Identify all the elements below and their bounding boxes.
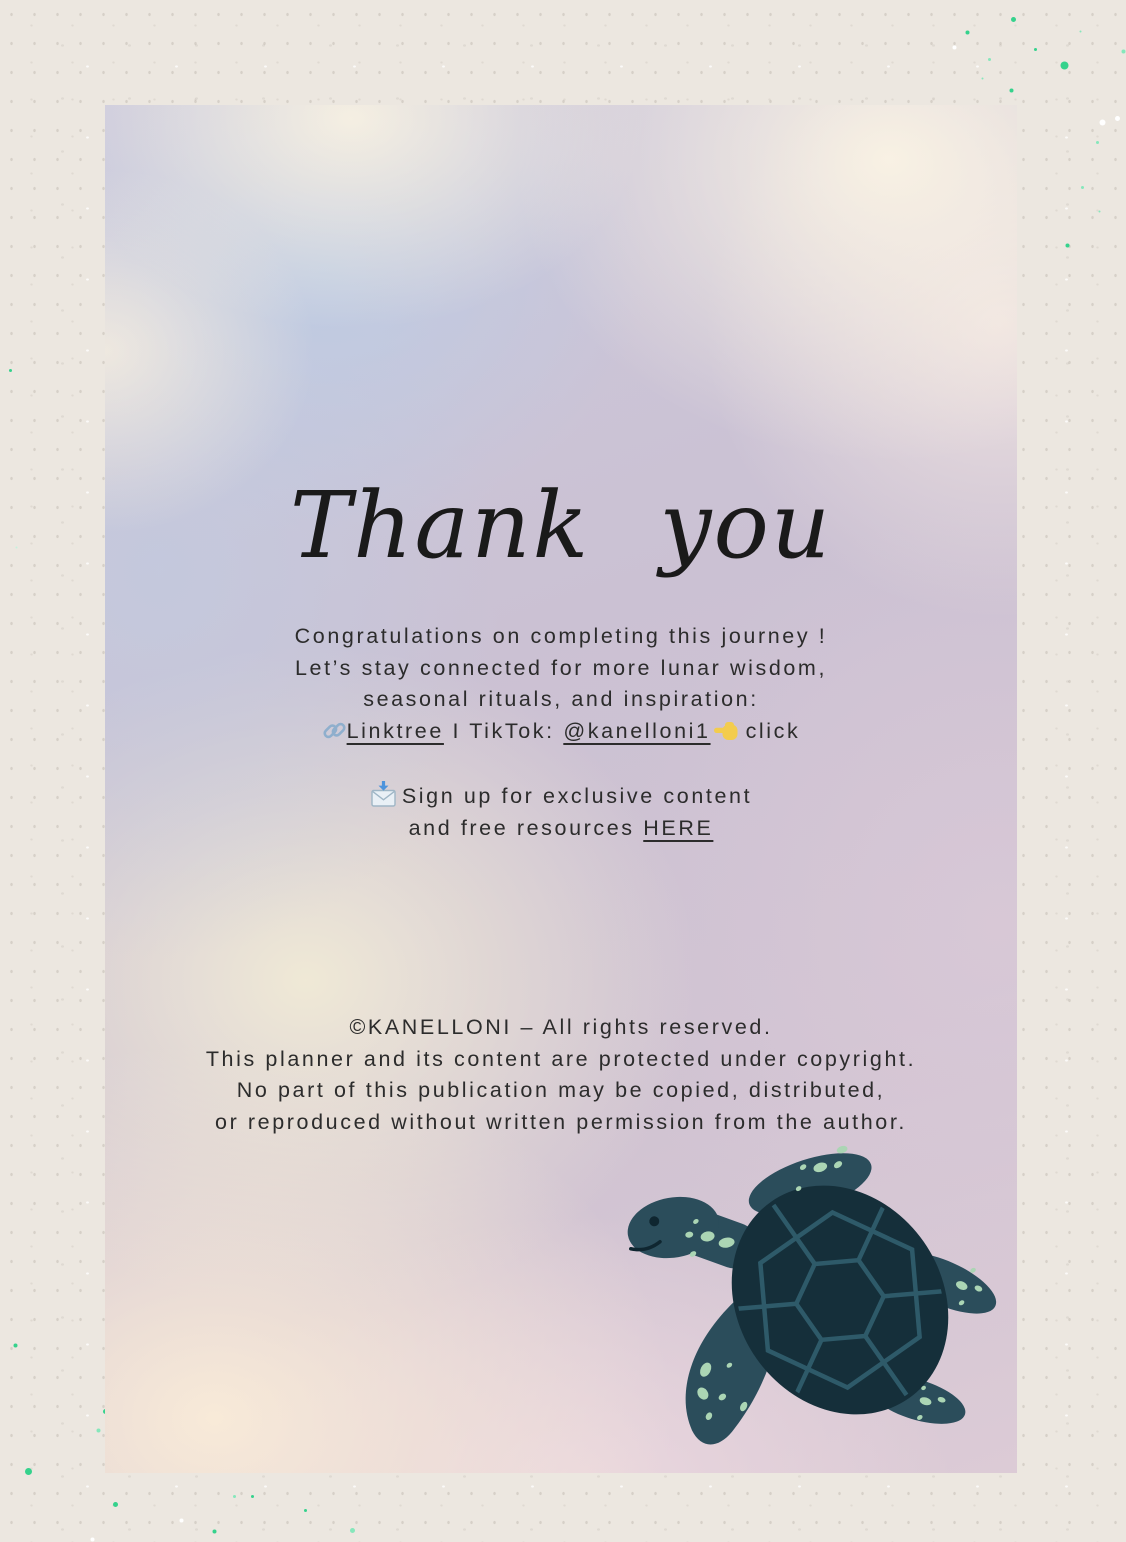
white-speckles — [0, 0, 5, 5]
links-separator-text: I TikTok: — [443, 718, 564, 743]
incoming-envelope-icon — [370, 781, 397, 808]
green-speckles — [0, 0, 5, 5]
thank-you-heading — [105, 435, 1017, 635]
copyright-line-4: or reproduced without written permission from the author. — [215, 1109, 907, 1134]
click-text: click — [745, 718, 801, 743]
social-links-line — [105, 716, 1017, 748]
signup-line-2 — [105, 813, 1017, 845]
signup-text-1: Sign up for exclusive content — [401, 784, 753, 808]
signup-line-1 — [105, 781, 1017, 813]
signup-here-link[interactable]: HERE — [643, 815, 714, 840]
link-icon — [322, 718, 347, 743]
copyright-block — [105, 1012, 1017, 1138]
thank-you-script: Thank you — [289, 472, 833, 579]
intro-line-2: Let’s stay connected for more lunar wisdom, — [294, 655, 828, 680]
tiktok-handle-link[interactable]: @kanelloni1 — [563, 718, 711, 743]
linktree-link[interactable]: Linktree — [346, 718, 444, 743]
copyright-line-1: ©KANELLONI – All rights reserved. — [349, 1015, 773, 1039]
intro-line-3: seasonal rituals, and inspiration: — [363, 687, 759, 711]
copyright-line-2: This planner and its content are protected under copyright. — [205, 1046, 917, 1071]
copyright-line-3: No part of this publication may be copied, distributed, — [236, 1078, 886, 1102]
intro-paragraph — [105, 621, 1017, 747]
intro-line-1: Congratulations on completing this journey ! — [294, 624, 828, 648]
sea-turtle-illustration — [588, 1122, 1024, 1474]
signup-block — [105, 781, 1017, 844]
pointing-left-icon — [714, 719, 740, 743]
signup-text-2: and free resources — [408, 815, 635, 840]
